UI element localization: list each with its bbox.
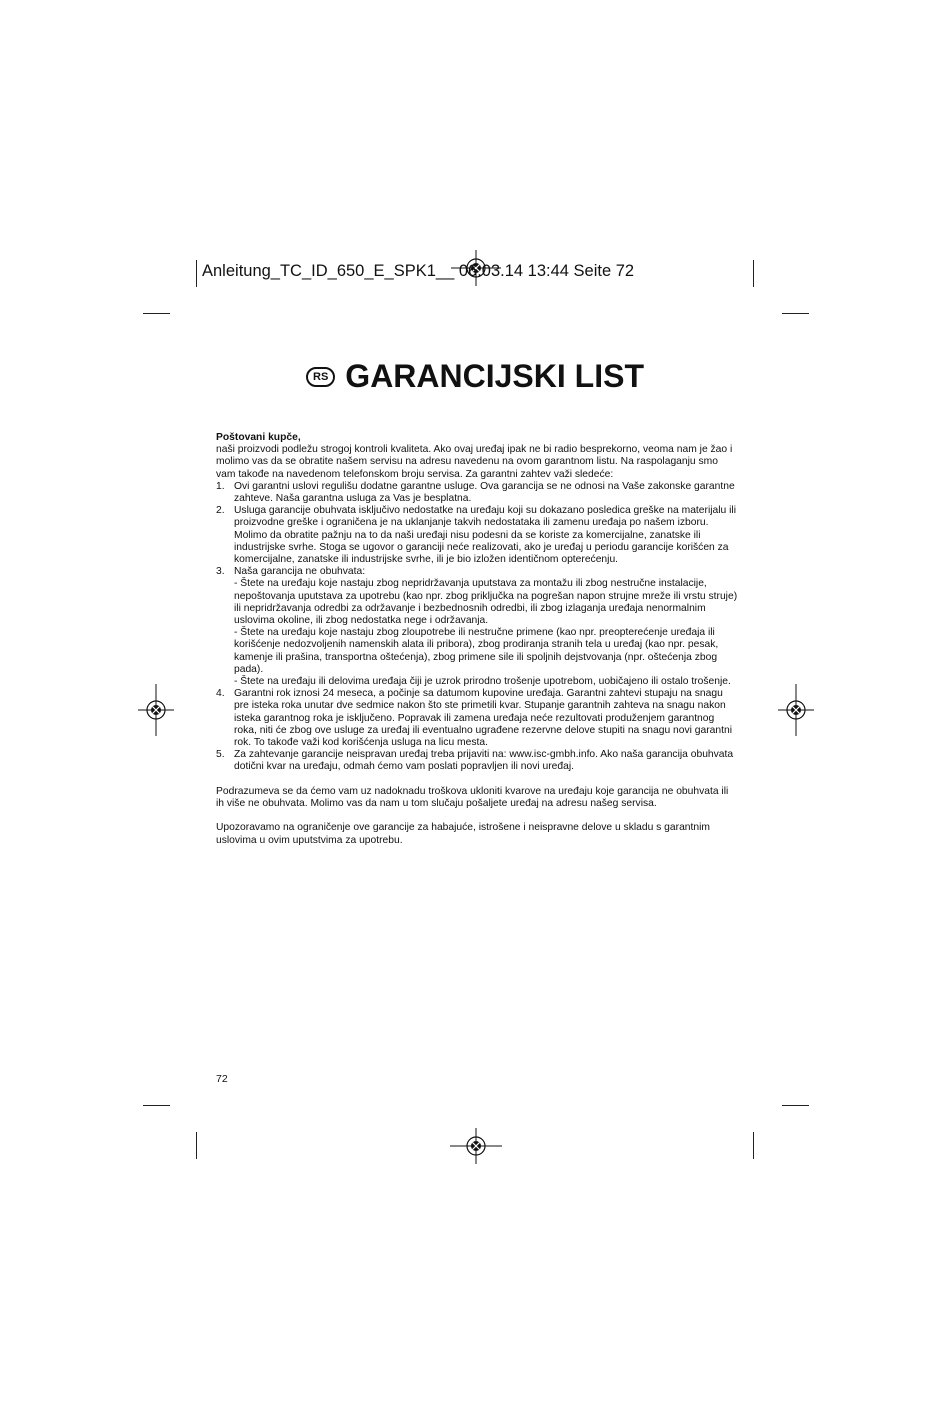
crop-mark-bottom-left-vertical (196, 1132, 197, 1159)
registration-mark-icon (778, 684, 814, 736)
crop-mark-bottom-right-horizontal (782, 1105, 809, 1106)
list-item (216, 481, 738, 505)
list-text: Garantni rok iznosi 24 meseca, a počinje sa datumom kupovine uređaja. Garantni zahtevi stupaju na snagu pre isteka roka unutar dve sedmice nakon što ste primetili kvar. Stupanje garantnih zahteva na snagu nakon isteka garantnog roka je isključeno. Popravak ili zamena uređaja neće rezultovati produženjem garantnog roka, niti će zbog ove usluge za uređaj ili eventualno ugrađene rezervne delove stupiti na snagu novi garantni rok. To takođe važi kod korišćenja usluga na licu mesta. (234, 688, 733, 749)
title-text: GARANCIJSKI LIST (345, 358, 644, 394)
page-number: 72 (216, 1073, 228, 1085)
limitation-paragraph: Upozoravamo na ograničenje ove garancije za habajuće, istrošene i neispravne delove u skladu s garantnim uslovima u ovim uputstvima za upotrebu. (216, 822, 710, 846)
crop-mark-bottom-right-vertical (753, 1132, 754, 1159)
list-body (234, 566, 738, 688)
warranty-text (216, 432, 738, 847)
list-text: Ovi garantni uslovi regulišu dodatne garantne usluge. Ova garancija se ne odnosi na Vaše zakonske garantne zahteve. Naša garantna usluga za Vas je besplatna. (234, 480, 735, 505)
list-number: 5. (216, 749, 225, 761)
list-item (216, 688, 738, 749)
crop-mark-top-left-vertical (196, 260, 197, 287)
crop-mark-top-left-horizontal (143, 313, 170, 314)
conditions-list (216, 481, 738, 774)
exclusion-item: - Štete na uređaju koje nastaju zbog zloupotrebe ili nestručne primene (kao npr. preopterećenje uređaja ili korišćenje nedozvoljenih namenskih alata ili pribora), zbog prodiranja stranih tela u uređaj (kao npr. pesak, kamenje ili prašina, transportna oštećenja), zbog primene sile ili spoljnih dejstvovanja (npr. oštećenja zbog pada). (234, 627, 719, 675)
greeting: Poštovani kupče, (216, 432, 301, 443)
country-badge: RS (306, 367, 335, 387)
page-title (306, 358, 644, 395)
registration-mark-icon (138, 684, 174, 736)
print-slug-line: Anleitung_TC_ID_650_E_SPK1__ 06.03.14 13:44 Seite 72 (202, 262, 635, 280)
registration-mark-icon (450, 1128, 502, 1164)
costs-paragraph: Podrazumeva se da ćemo vam uz nadoknadu troškova ukloniti kvarove na uređaju koje garancija ne obuhvata ili ih više ne obuhvata. Molimo vas da nam u tom slučaju pošaljete uređaj na adresu našeg servisa. (216, 785, 729, 810)
list-item (216, 749, 738, 773)
crop-mark-top-right-vertical (753, 260, 754, 287)
exclusion-item: - Štete na uređaju ili delovima uređaja čiji je uzrok prirodno trošenje upotrebom, uobičajeno ili ostalo trošenje. (234, 676, 731, 688)
list-text: Naša garancija ne obuhvata: (234, 566, 366, 578)
intro-paragraph: naši proizvodi podležu strogoj kontroli kvaliteta. Ako ovaj uređaj ipak ne bi radio besprekorno, veoma nam je žao i molimo vas da se obratite našem servisu na adresu navedenu na ovom garantnom listu. Na raspolaganju smo vam takođe na navedenom telefonskom broju servisa. Za garantni zahtev važi sledeće: (216, 444, 733, 480)
list-text: Usluga garancije obuhvata isključivo nedostatke na uređaju koji su dokazano posledica greške na materijalu ili proizvodne greške i ograničena je na uklanjanje takvih nedostataka ili zamenu uređaja po našem izboru. Molimo da obratite pažnju na to da naši uređaji nisu podesni da se koriste za komercijalne, zanatske ili industrijske svrhe. Stoga se ugovor o garanciji neće realizovati, ako je uređaj u periodu garancije korišćen za komercijalne, zanatske ili industrijske svrhe, ili je bio izložen identičnom opterećenju. (234, 505, 736, 566)
list-item (216, 505, 738, 566)
list-number: 1. (216, 480, 225, 492)
crop-mark-top-right-horizontal (782, 313, 809, 314)
list-text: Za zahtevanje garancije neispravan uređaj treba prijaviti na: www.isc-gmbh.info. Ako naša garancija obuhvata dotični kvar na uređaju, odmah ćemo vam poslati popravljen ili novi uređaj. (234, 749, 734, 773)
list-number: 2. (216, 505, 225, 517)
title-block (0, 358, 950, 395)
list-item (216, 566, 738, 688)
list-number: 4. (216, 688, 225, 700)
exclusion-item: - Štete na uređaju koje nastaju zbog nepridržavanja uputstava za montažu ili zbog nestručne instalacije, nepoštovanja uputstava za upotrebu (kao npr. zbog priključka na pogrešan napon strujne mreže ili vrstu struje) ili nepridržavanja odredbi za održavanje i bezbednosnih odredbi, ili zbog izlaganja uređaja nenormalnim uslovima okoline, ili zbog nedostatka nege i održavanja. (234, 578, 738, 627)
list-number: 3. (216, 566, 225, 578)
crop-mark-bottom-left-horizontal (143, 1105, 170, 1106)
